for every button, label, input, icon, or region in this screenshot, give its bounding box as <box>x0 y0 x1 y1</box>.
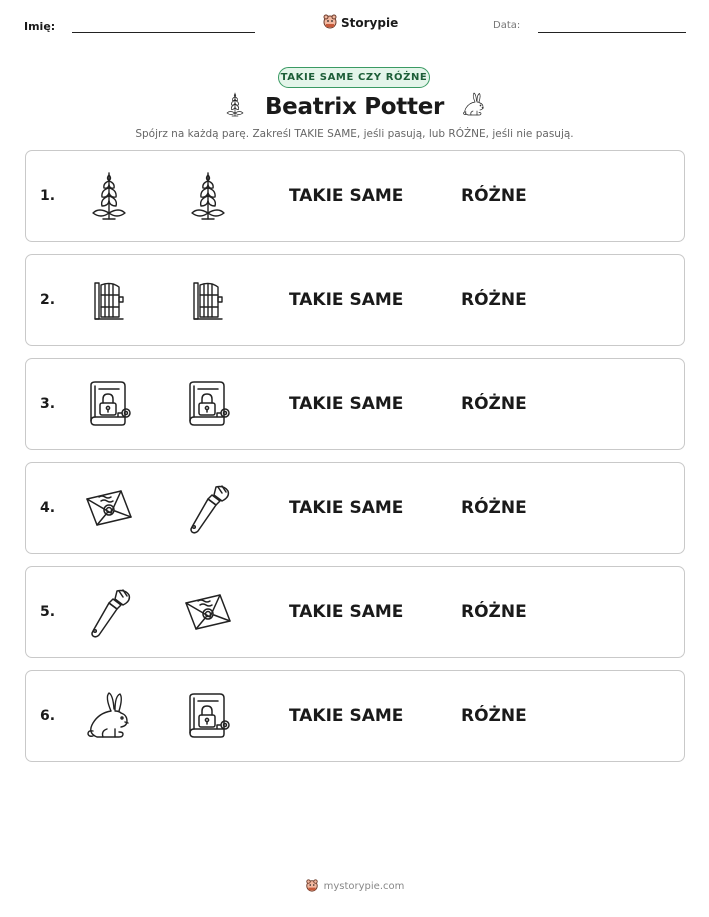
worksheet-header <box>0 0 709 40</box>
row-number: 1. <box>40 188 56 204</box>
same-option[interactable]: TAKIE SAME <box>289 186 404 206</box>
foxglove-icon <box>180 169 236 225</box>
foxglove-icon <box>81 169 137 225</box>
footer <box>0 878 709 895</box>
exercise-row <box>25 254 685 346</box>
rabbit-icon <box>81 689 137 745</box>
same-option[interactable]: TAKIE SAME <box>289 290 404 310</box>
paintbrush-icon <box>180 481 236 537</box>
storypie-logo-icon <box>305 878 319 895</box>
sealed-envelope-icon <box>81 481 137 537</box>
different-option[interactable]: RÓŻNE <box>461 394 527 414</box>
garden-gate-icon <box>180 273 236 329</box>
different-option[interactable]: RÓŻNE <box>461 498 527 518</box>
page-title: Beatrix Potter <box>264 94 445 120</box>
instructions: Spójrz na każdą parę. Zakreśl TAKIE SAME, jeśli pasują, lub RÓŻNE, jeśli nie pasują. <box>135 128 574 140</box>
rabbit-icon <box>460 91 488 123</box>
date-label: Data: <box>493 20 521 31</box>
exercise-row <box>25 670 685 762</box>
garden-gate-icon <box>81 273 137 329</box>
row-number: 3. <box>40 396 56 412</box>
exercise-row <box>25 358 685 450</box>
same-option[interactable]: TAKIE SAME <box>289 394 404 414</box>
foxglove-icon <box>221 91 249 123</box>
row-number: 4. <box>40 500 56 516</box>
row-number: 2. <box>40 292 56 308</box>
locked-diary-icon <box>180 377 236 433</box>
storypie-logo-icon <box>322 13 338 32</box>
same-option[interactable]: TAKIE SAME <box>289 498 404 518</box>
brand-logo <box>322 13 398 32</box>
exercise-row <box>25 566 685 658</box>
exercise-row <box>25 462 685 554</box>
sealed-envelope-icon <box>180 585 236 641</box>
same-option[interactable]: TAKIE SAME <box>289 602 404 622</box>
title-row <box>0 90 709 124</box>
different-option[interactable]: RÓŻNE <box>461 706 527 726</box>
different-option[interactable]: RÓŻNE <box>461 290 527 310</box>
different-option[interactable]: RÓŻNE <box>461 186 527 206</box>
name-label: Imię: <box>24 20 56 33</box>
locked-diary-icon <box>81 377 137 433</box>
row-number: 6. <box>40 708 56 724</box>
exercise-row <box>25 150 685 242</box>
locked-diary-icon <box>180 689 236 745</box>
row-number: 5. <box>40 604 56 620</box>
activity-badge: TAKIE SAME CZY RÓŻNE <box>278 67 430 88</box>
same-option[interactable]: TAKIE SAME <box>289 706 404 726</box>
name-write-line <box>72 32 255 33</box>
brand-name: Storypie <box>341 15 399 30</box>
paintbrush-icon <box>81 585 137 641</box>
different-option[interactable]: RÓŻNE <box>461 602 527 622</box>
footer-url: mystorypie.com <box>323 881 405 892</box>
exercise-list <box>25 150 685 774</box>
date-write-line <box>538 32 686 33</box>
